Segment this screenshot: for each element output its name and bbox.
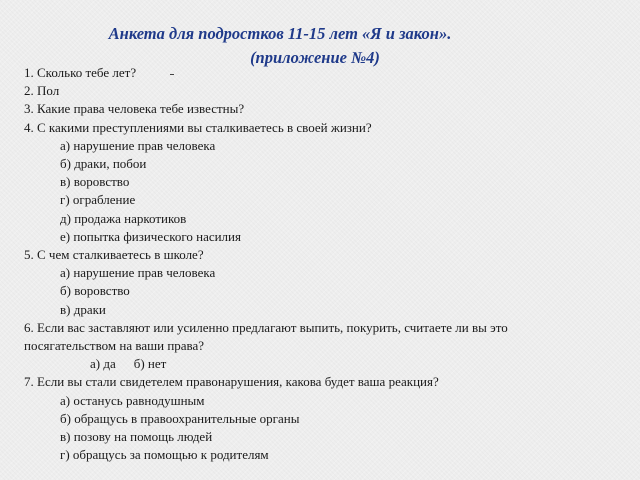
option: д) продажа наркотиков [60,210,187,226]
survey-title [0,22,560,70]
option: б) драки, побои [60,156,147,172]
options-inline [24,355,624,373]
question-4: 4. С какими преступлениями вы сталкиваетесь в своей жизни? [24,119,372,135]
option: а) нарушение прав человека [60,265,216,281]
question-2: 2. Пол [24,83,60,99]
option: б) нет [133,356,167,372]
question-7: 7. Если вы стали свидетелем правонарушения, какова будет ваша реакция? [24,374,439,390]
option: а) останусь равнодушным [60,392,205,408]
question-1: 1. Сколько тебе лет? [24,65,137,80]
option: а) нарушение прав человека [60,137,216,153]
question-6: 6. Если вас заставляют или усиленно предлагают выпить, покурить, считаете ли вы это посягательством на ваши права? [24,319,508,354]
option: в) воровство [60,174,130,190]
option: в) драки [60,301,106,317]
option: б) воровство [60,283,130,299]
title-line-1: Анкета для подростков 11-15 лет «Я и закон». [108,24,452,43]
question-5: 5. С чем сталкиваетесь в школе? [24,247,204,263]
option: г) ограбление [60,192,136,208]
option: б) обращусь в правоохранительные органы [60,410,300,426]
question-3: 3. Какие права человека тебе известны? [24,101,245,117]
title-line-2: (приложение №4) [250,48,380,67]
option: г) обращусь за помощью к родителям [60,447,269,463]
option: а) да [90,356,116,372]
questionnaire [24,64,624,464]
option: в) позову на помощь людей [60,429,213,445]
option: е) попытка физического насилия [60,228,241,244]
